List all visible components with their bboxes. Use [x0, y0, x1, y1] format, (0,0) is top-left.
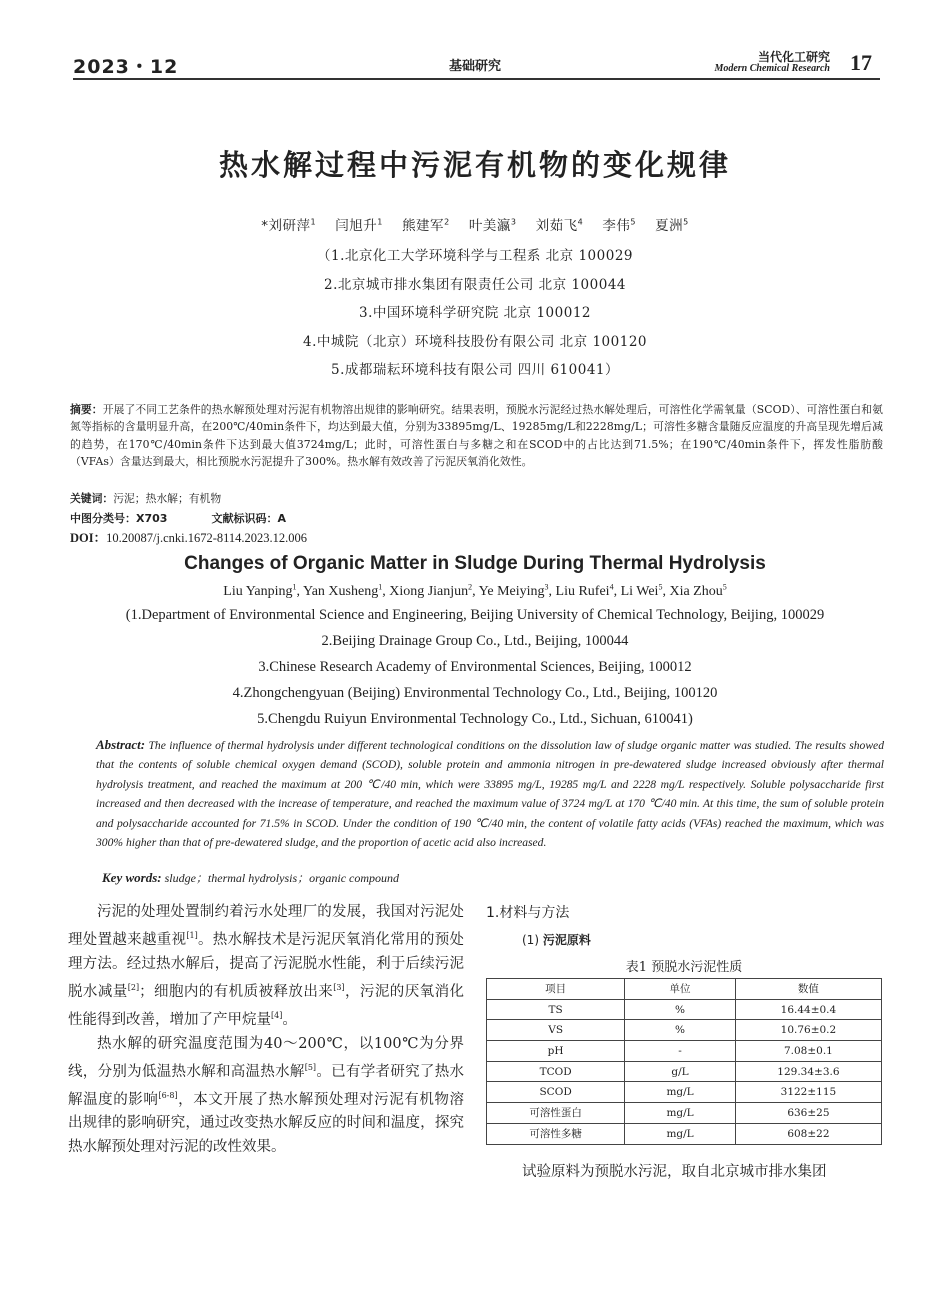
affiliation: 3.中国环境科学研究院 北京 100012 — [359, 305, 591, 321]
table-row: pH - 7.08±0.1 — [487, 1041, 882, 1062]
citation: [6-8] — [158, 1091, 178, 1101]
page-number: 17 — [850, 50, 872, 75]
paper-title: 热水解过程中污泥有机物的变化规律 — [218, 148, 731, 182]
author: Yan Xusheng$^1$, — [303, 582, 390, 599]
author: Liu Yanping$^1$, — [223, 582, 303, 599]
english-author-list — [0, 582, 950, 600]
english-affiliation: 3.Chinese Research Academy of Environmental Sciences, Beijing, 100012 — [258, 659, 692, 675]
author: 李伟$^5$ — [602, 217, 636, 234]
table-header-row — [487, 979, 882, 1000]
author: 叶美瀛$^3$ — [468, 217, 517, 234]
section-heading: 1.材料与方法 — [486, 905, 570, 921]
journal-name-cn: 当代化工研究 — [757, 50, 830, 64]
journal-name-en: Modern Chemical Research — [714, 63, 830, 74]
abstract-cn-label: 摘要： — [70, 403, 103, 416]
abstract-en-text: The influence of thermal hydrolysis under different technological conditions on the dissolution law of sludge organic matter was studied. The results showed that the contents of soluble chemical oxygen demand (SCOD), soluble protein and ammonia nitrogen in pre-dewatered sludge increased obviously after thermal hydrolysis treatment, and reached the maximum at 200 ℃/40 min, which were 33895 mg/L, 19285 mg/L and 2228 mg/L respectively. Soluble polysaccharide first increased and then decreased with the increase of temperature, and reached the maximum value of 3724 mg/L at 170 ℃/40 min. At this time, the sum of soluble protein and polysaccharide accounted for 71.5% in SCOD. Under the condition of 190 ℃/40 min, the content of volatile fatty acids (VFAs) reached the maximum, which was 300% higher than that of pre-dewatered sludge, and the proportion of acetic acid also increased. — [96, 739, 884, 850]
body-right-text: 试验原料为预脱水污泥，取自北京城市排水集团 — [522, 1164, 827, 1180]
english-affiliation: 5.Chengdu Ruiyun Environmental Technology Co., Ltd., Sichuan, 610041) — [257, 711, 693, 727]
table-row: TS % 16.44±0.4 — [487, 999, 882, 1020]
subsection-heading: (1) 污泥原料 — [522, 933, 591, 947]
abstract-cn-text: 开展了不同工艺条件的热水解预处理对污泥有机物溶出规律的影响研究。结果表明，预脱水污泥经过热水解处理后，可溶性化学需氧量（SCOD）、可溶性蛋白和氨氮等指标的含量明显升高，在200℃/40min条件下，均达到最大值，分别为33895mg/L、19285mg/L和2228mg/L；可溶性多糖含量随反应温度的升高呈现先增后减的趋势，在170℃/40min条件下达到最大值3724mg/L；此时，可溶性蛋白与多糖之和在SCOD中的占比达到71.5%；在190℃/40min条件下，挥发性脂肪酸（VFAs）含量达到最大，相比预脱水污泥提升了300%。热水解有效改善了污泥厌氧消化效性。 — [70, 403, 883, 469]
abstract-en — [96, 735, 884, 852]
column-name: 基础研究 — [448, 59, 501, 74]
abstract-cn — [70, 401, 883, 471]
classification: 中图分类号：X703 文献标识码：A — [70, 512, 286, 525]
english-affiliation: 2.Beijing Drainage Group Co., Ltd., Beijing, 100044 — [321, 633, 629, 649]
english-affiliation: (1.Department of Environmental Science and Engineering, Beijing University of Chemical Technology, Beijing, 100029 — [125, 607, 825, 623]
table-row: 可溶性蛋白 mg/L 636±25 — [487, 1103, 882, 1124]
author: *刘研萍$^1$ — [261, 217, 317, 234]
column-header: 单位 — [625, 979, 736, 1000]
citation: [3] — [333, 983, 345, 993]
table-row: 可溶性多糖 mg/L 608±22 — [487, 1123, 882, 1144]
sludge-properties-table — [486, 978, 882, 1145]
author: Xia Zhou$^5$ — [669, 582, 727, 599]
affiliation: 2.北京城市排水集团有限责任公司 北京 100044 — [324, 277, 626, 293]
header-rule — [73, 78, 880, 80]
abstract-en-label: Abstract: — [96, 737, 146, 752]
author: Ye Meiying$^3$, — [478, 582, 556, 599]
citation: [1] — [186, 931, 198, 941]
table-row: SCOD mg/L 3122±115 — [487, 1082, 882, 1103]
affiliation: （1.北京化工大学环境科学与工程系 北京 100029 — [317, 248, 633, 264]
english-title: Changes of Organic Matter in Sludge During Thermal Hydrolysis — [184, 553, 766, 574]
citation: [5] — [304, 1062, 317, 1072]
paragraph: 污泥的处理处置制约着污水处理厂的发展，我国对污泥处理处置越来越重视[1]。热水解技术是污泥厌氧消化常用的预处理方法。经过热水解后，提高了污泥脱水性能，利于后续污泥脱水减量[2]；细胞内的有机质被释放出来[3]，污泥的厌氧消化性能得到改善，增加了产甲烷量[4]。 — [68, 904, 465, 1029]
issue-date: 2023・12 — [73, 56, 179, 78]
affiliation: 4.中城院（北京）环境科技股份有限公司 北京 100120 — [303, 334, 647, 350]
table-row: TCOD g/L 129.34±3.6 — [487, 1061, 882, 1082]
author: Liu Rufei$^4$, — [555, 582, 621, 599]
author: 闫旭升$^1$ — [335, 217, 383, 234]
table-caption: 表1 预脱水污泥性质 — [625, 960, 743, 975]
author: 夏洲$^5$ — [655, 217, 689, 234]
paragraph: 热水解的研究温度范围为40～200℃，以100℃为分界线，分别为低温热水解和高温热水解[5]。已有学者研究了热水解温度的影响[6-8]，本文开展了热水解预处理对污泥有机物溶出规律的影响研究，通过改变热水解反应的时间和温度，探究热水解预处理对污泥的改性效果。 — [68, 1035, 465, 1155]
keywords-en: Key words: sludge；thermal hydrolysis；organic compound — [102, 870, 400, 885]
column-header: 数值 — [735, 979, 881, 1000]
citation: [2] — [127, 983, 140, 993]
doi: DOI：10.20087/j.cnki.1672-8114.2023.12.006 — [70, 531, 308, 545]
author: Xiong Jianjun$^2$, — [389, 582, 479, 599]
column-header: 项目 — [487, 979, 625, 1000]
author: 熊建军$^2$ — [402, 217, 450, 234]
affiliation: 5.成都瑞耘环境科技有限公司 四川 610041） — [331, 362, 619, 378]
body-left-column — [68, 901, 464, 1159]
author-list — [0, 214, 950, 234]
citation: [4] — [271, 1011, 283, 1021]
author: 刘茹飞$^4$ — [535, 217, 584, 234]
english-affiliation: 4.Zhongchengyuan (Beijing) Environmental Technology Co., Ltd., Beijing, 100120 — [232, 685, 718, 701]
keywords-cn: 关键词：污泥；热水解；有机物 — [70, 492, 222, 505]
table-row: VS % 10.76±0.2 — [487, 1020, 882, 1041]
author: Li Wei$^5$, — [620, 582, 670, 599]
